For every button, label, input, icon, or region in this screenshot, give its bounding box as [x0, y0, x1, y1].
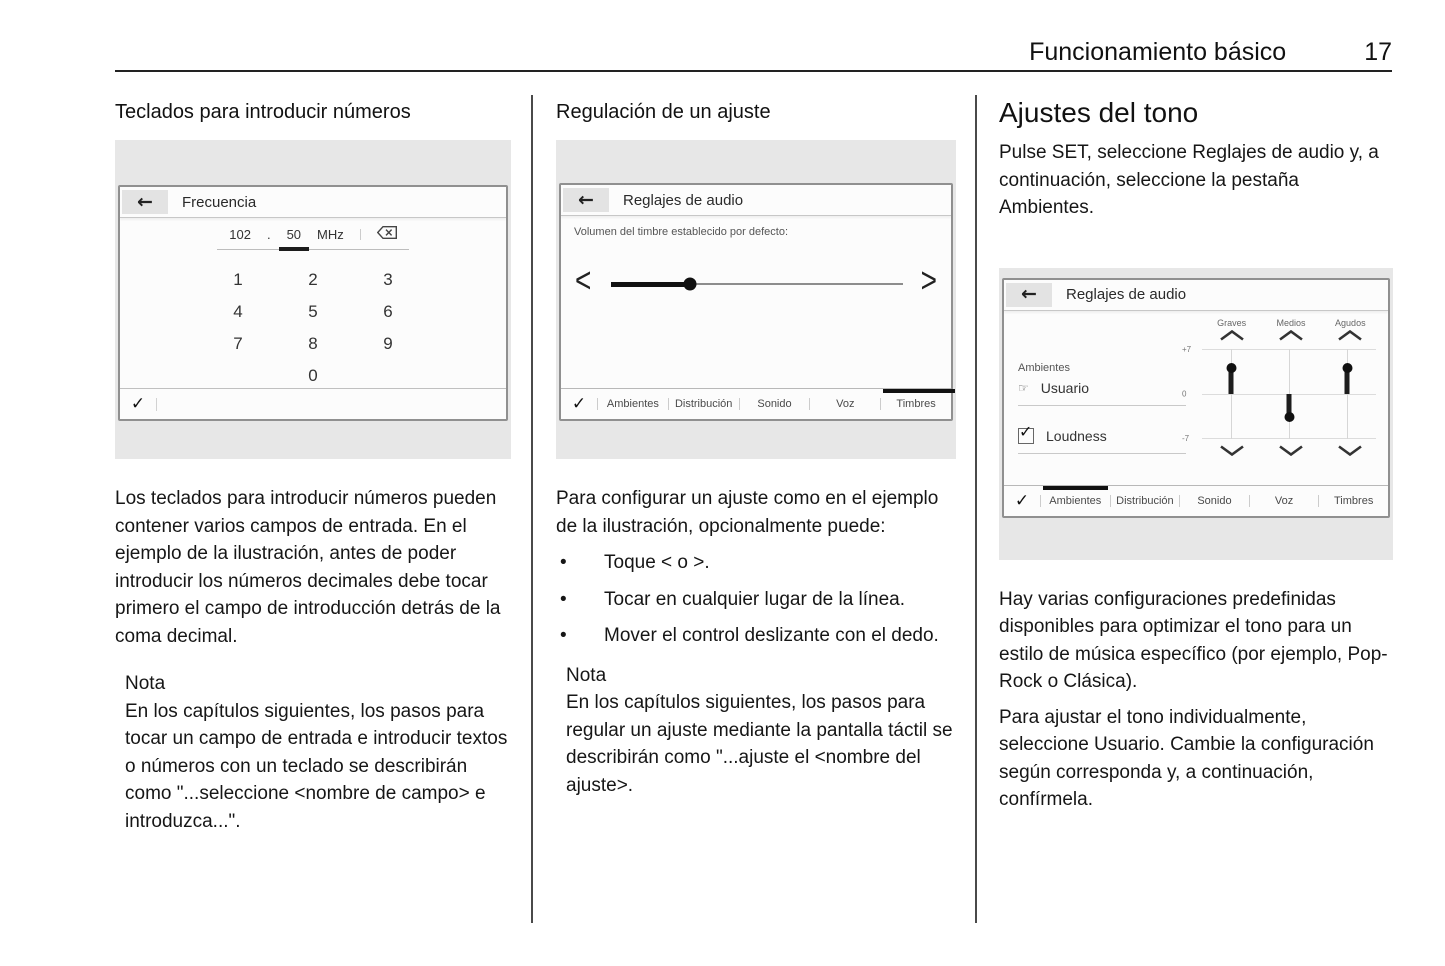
eq-label-graves: Graves	[1217, 317, 1247, 328]
audio-screen-title: Reglajes de audio	[623, 191, 744, 209]
tone-left-panel	[1018, 362, 1186, 454]
tab-timbres[interactable]: Timbres	[881, 398, 951, 410]
confirm-bar-separator	[156, 398, 157, 411]
col3-para1: Hay varias configuraciones predefinidas disponibles para optimizar el tono para un estilo de música específico (por ejemplo, Pop-Rock o Clásica).	[999, 588, 1388, 692]
key-6[interactable]: 6	[383, 302, 393, 321]
bullet-text: Mover el control deslizante con el dedo.	[604, 625, 939, 646]
eq-up-agudos[interactable]	[1321, 328, 1380, 346]
volume-slider	[561, 260, 951, 303]
key-4[interactable]: 4	[233, 302, 243, 321]
equalizer	[1180, 318, 1380, 461]
col2-title: Regulación de un ajuste	[556, 101, 771, 123]
col1-body: Los teclados para introducir números pueden contener varios campos de entrada. En el ejemplo de la ilustración, antes de poder introducir los números decimales debe tocar primero el campo de introducción detrás de la coma decimal.	[115, 488, 501, 647]
col2-note-label: Nota	[566, 664, 607, 686]
tab-timbres[interactable]: Timbres	[1334, 494, 1374, 507]
figure-audio-slider	[556, 140, 956, 459]
checkbox-check-icon: ✓	[1019, 421, 1033, 441]
ambientes-value-row[interactable]	[1018, 374, 1186, 406]
header-rule	[115, 70, 1392, 72]
audio-screen-header	[561, 185, 951, 216]
eq-up-graves[interactable]	[1202, 328, 1261, 346]
back-arrow-icon: ←	[578, 188, 594, 211]
tone-tabbar	[1004, 485, 1388, 516]
numeric-keypad	[201, 264, 426, 392]
col3-heading: Ajustes del tono	[999, 97, 1199, 128]
loudness-row[interactable]	[1018, 422, 1186, 454]
col1-note	[125, 670, 511, 835]
eq-label-agudos: Agudos	[1335, 317, 1366, 328]
slider-track[interactable]	[611, 283, 903, 285]
key-7[interactable]: 7	[233, 334, 243, 353]
eq-axis-min: -7	[1182, 433, 1190, 443]
frequency-dec-field[interactable]: 50	[286, 227, 302, 242]
tab-sonido[interactable]: Sonido	[1197, 494, 1232, 507]
tab-confirm-icon[interactable]: ✓	[1014, 490, 1030, 511]
tone-screen-header	[1004, 280, 1388, 311]
field-separator	[360, 229, 361, 240]
col2-bullet-list	[556, 549, 956, 650]
eq-down-buttons	[1180, 443, 1380, 461]
eq-up-medios[interactable]	[1261, 328, 1320, 346]
bullet-text: Toque < o >.	[604, 552, 710, 573]
bullet-marker: •	[560, 625, 567, 646]
frequency-unit: MHz	[317, 227, 344, 242]
tab-distribucion[interactable]: Distribución	[674, 398, 733, 410]
bullet-item	[556, 622, 956, 650]
col3-intro: Pulse SET, seleccione Reglajes de audio y, a continuación, seleccione la pestaña Ambientes.	[999, 142, 1379, 218]
column-tone-settings	[999, 95, 1393, 814]
back-arrow-icon: ←	[137, 190, 153, 213]
key-3[interactable]: 3	[383, 270, 393, 289]
eq-down-agudos[interactable]	[1321, 443, 1380, 461]
column-adjusting	[556, 95, 956, 799]
key-5[interactable]: 5	[308, 302, 318, 321]
back-button[interactable]	[1006, 283, 1052, 307]
back-arrow-icon: ←	[1021, 283, 1037, 305]
confirm-bar	[120, 388, 506, 419]
eq-down-medios[interactable]	[1261, 443, 1320, 461]
bullet-item	[556, 549, 956, 577]
eq-band-level[interactable]	[1287, 394, 1292, 417]
eq-band-level[interactable]	[1345, 368, 1350, 394]
eq-band-agudos[interactable]	[1318, 349, 1376, 439]
column-divider-1	[531, 95, 533, 923]
eq-down-graves[interactable]	[1202, 443, 1261, 461]
backspace-icon[interactable]	[377, 226, 397, 242]
eq-plot	[1180, 344, 1380, 443]
tab-distribucion[interactable]: Distribución	[1116, 494, 1174, 507]
column-keypads	[115, 95, 511, 835]
decimal-separator: .	[266, 227, 271, 242]
eq-columns	[1202, 349, 1376, 439]
eq-band-medios[interactable]	[1260, 349, 1318, 439]
audio-tabbar	[561, 388, 951, 419]
figure-tone-eq	[999, 268, 1393, 560]
col1-note-body: En los capítulos siguientes, los pasos para tocar un campo de entrada e introducir textos o números con un teclado se describirán como "...seleccione <nombre de campo> e introduzca...".	[125, 700, 508, 832]
col1-note-label: Nota	[125, 673, 166, 694]
back-button[interactable]	[122, 190, 168, 214]
bullet-marker: •	[560, 552, 567, 573]
col2-note-body: En los capítulos siguientes, los pasos para regular un ajuste mediante la pantalla táctil se describirán como "...ajuste el <nombre del ajuste>.	[566, 692, 953, 796]
frequency-int-field[interactable]: 102	[229, 227, 251, 242]
slider-decrease-button[interactable]: <	[575, 260, 592, 300]
slider-increase-button[interactable]: >	[920, 260, 937, 300]
bullet-item	[556, 586, 956, 614]
key-2[interactable]: 2	[308, 270, 318, 289]
tab-ambientes[interactable]: Ambientes	[1041, 495, 1110, 507]
frequency-screen-title: Frecuencia	[182, 193, 257, 211]
frequency-screen	[118, 185, 508, 421]
eq-up-buttons	[1180, 328, 1380, 346]
tab-ambientes[interactable]: Ambientes	[606, 398, 659, 410]
confirm-check-icon[interactable]: ✓	[130, 394, 146, 414]
eq-band-level[interactable]	[1229, 368, 1234, 394]
col3-para2: Para ajustar el tono individualmente, seleccione Usuario. Cambie la configuración según corresponda y, a continuación, confírmela.	[999, 706, 1374, 810]
col1-title: Teclados para introducir números	[115, 101, 411, 123]
eq-label-medios: Medios	[1276, 317, 1306, 328]
slider-caption: Volumen del timbre establecido por defecto:	[574, 226, 789, 238]
slider-fill	[611, 282, 690, 287]
key-8[interactable]: 8	[308, 334, 318, 353]
ambientes-label: Ambientes	[1018, 361, 1070, 374]
tab-voz[interactable]: Voz	[836, 398, 855, 410]
tab-voz[interactable]: Voz	[1274, 494, 1294, 507]
eq-axis-zero: 0	[1182, 389, 1187, 398]
frequency-field-row	[217, 226, 409, 250]
column-divider-2	[975, 95, 977, 923]
pointer-hand-icon: ☞	[1018, 380, 1029, 395]
tone-screen-title: Reglajes de audio	[1066, 286, 1187, 303]
loudness-label: Loudness	[1046, 427, 1107, 444]
key-9[interactable]: 9	[383, 334, 393, 353]
frequency-fields	[120, 218, 506, 262]
key-0[interactable]: 0	[308, 366, 318, 385]
bullet-marker: •	[560, 588, 567, 610]
page-header	[1029, 38, 1392, 67]
figure-frequency-keypad	[115, 140, 511, 459]
section-title: Funcionamiento básico	[1029, 38, 1287, 66]
eq-band-graves[interactable]	[1202, 349, 1260, 439]
audio-settings-screen	[559, 183, 953, 421]
frequency-screen-header	[120, 187, 506, 218]
ambientes-value: Usuario	[1040, 379, 1090, 396]
tone-settings-screen	[1002, 278, 1390, 518]
loudness-checkbox[interactable]	[1018, 421, 1034, 444]
eq-axis-max: +7	[1182, 344, 1192, 354]
slider-handle[interactable]	[683, 278, 696, 291]
bullet-text: Tocar en cualquier lugar de la línea.	[604, 588, 906, 610]
page-number: 17	[1364, 38, 1392, 66]
col2-intro: Para configurar un ajuste como en el ejemplo de la ilustración, opcionalmente puede:	[556, 488, 939, 537]
key-1[interactable]: 1	[233, 270, 243, 289]
tab-sonido[interactable]: Sonido	[757, 398, 792, 410]
tab-confirm-icon[interactable]: ✓	[571, 394, 587, 414]
col2-note	[566, 662, 956, 800]
eq-band-labels	[1180, 318, 1380, 328]
back-button[interactable]	[563, 188, 609, 212]
